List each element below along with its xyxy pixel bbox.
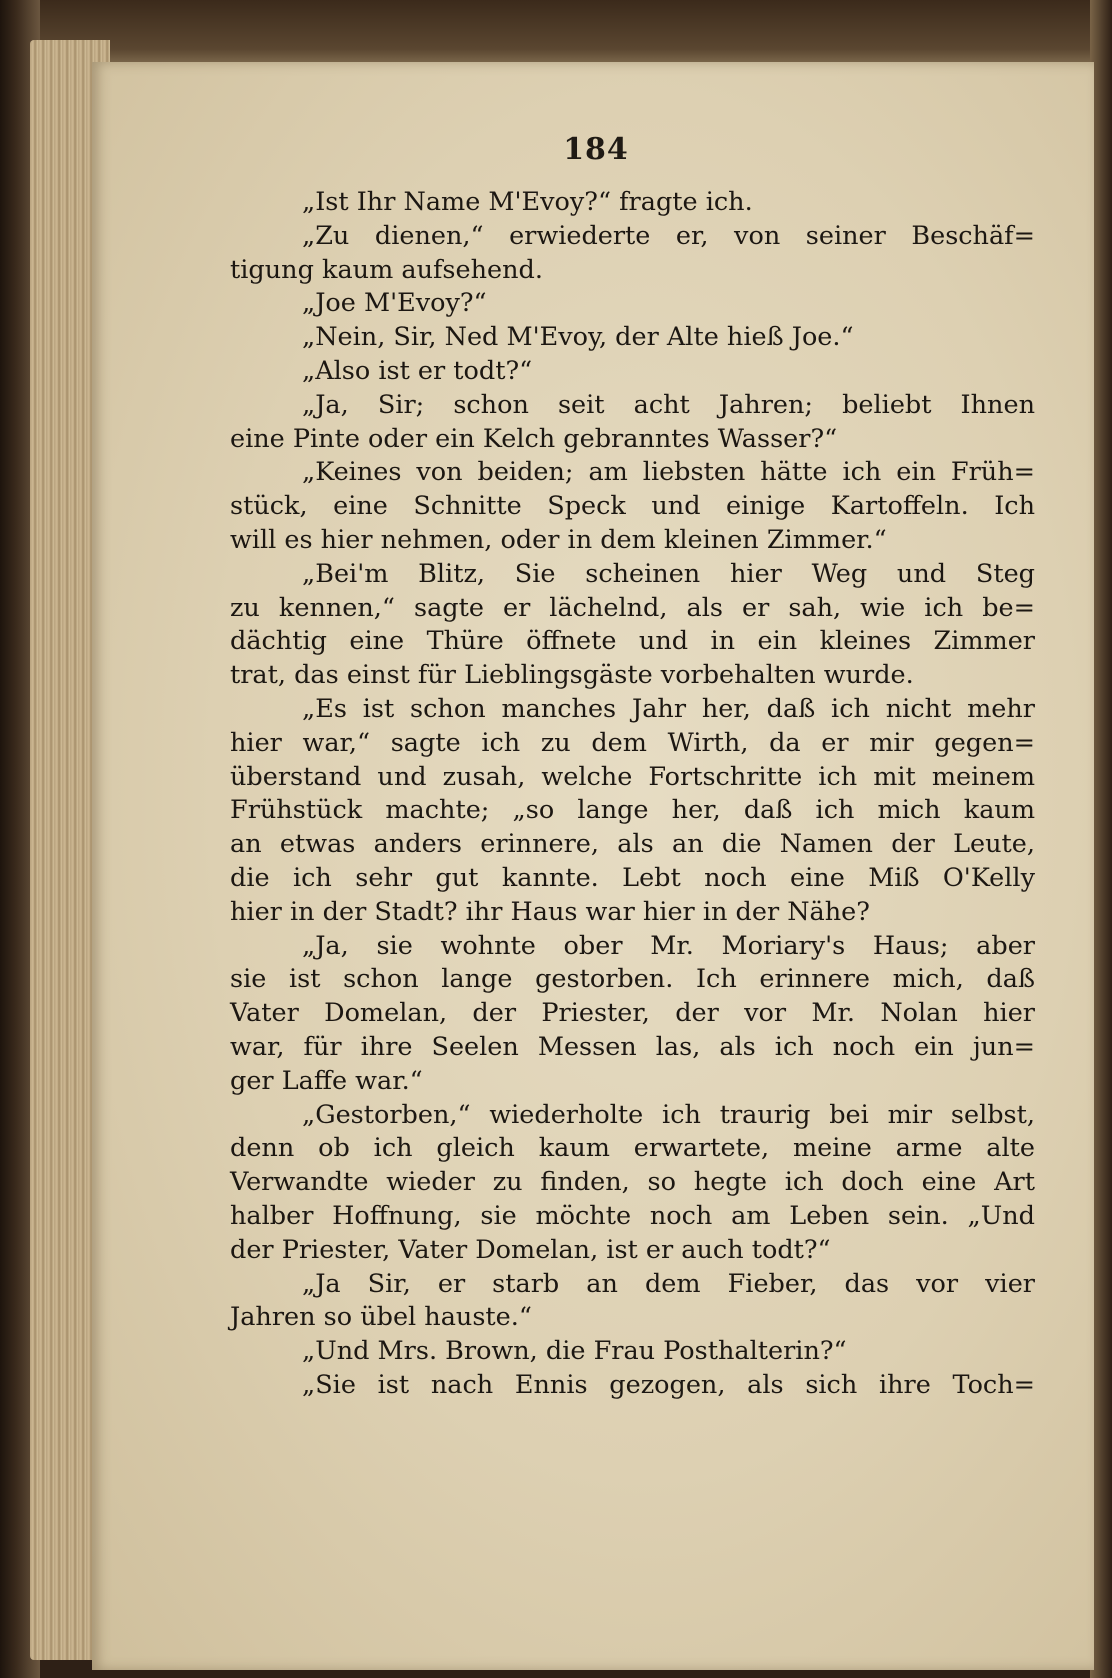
page-text — [230, 186, 1035, 1403]
text-line: halber Hoffnung, sie möchte noch am Leben sein. „Und — [230, 1200, 1035, 1231]
text-line: eine Pinte oder ein Kelch gebranntes Wasser?“ — [230, 423, 838, 454]
text-line: trat, das einst für Lieblingsgäste vorbehalten wurde. — [230, 660, 914, 691]
text-line: stück, eine Schnitte Speck und einige Kartoffeln. Ich — [230, 491, 1035, 522]
text-line: Vater Domelan, der Priester, der vor Mr. Nolan hier — [230, 998, 1035, 1029]
text-line: „Es ist schon manches Jahr her, daß ich nicht mehr — [302, 693, 1035, 724]
text-line: „Ist Ihr Name M'Evoy?“ fragte ich. — [302, 187, 753, 217]
text-line: Frühstück machte; „so lange her, daß ich mich kaum — [230, 795, 1035, 826]
text-line: „Sie ist nach Ennis gezogen, als sich ihre Toch= — [302, 1369, 1035, 1400]
text-line: Verwandte wieder zu finden, so hegte ich doch eine Art — [230, 1167, 1035, 1198]
text-line: hier in der Stadt? ihr Haus war hier in der Nähe? — [230, 896, 870, 927]
text-line: war, für ihre Seelen Messen las, als ich noch ein jun= — [230, 1031, 1035, 1062]
text-line: „Bei'm Blitz, Sie scheinen hier Weg und Steg — [302, 558, 1035, 589]
text-line: die ich sehr gut kannte. Lebt noch eine Miß O'Kelly — [230, 862, 1035, 893]
text-line: „Joe M'Evoy?“ — [302, 288, 487, 319]
text-line: Jahren so übel hauste.“ — [230, 1302, 532, 1333]
text-line: dächtig eine Thüre öffnete und in ein kleines Zimmer — [230, 626, 1035, 657]
text-line: „Ja, sie wohnte ober Mr. Moriary's Haus; aber — [302, 930, 1035, 961]
text-line: tigung kaum aufsehend. — [230, 254, 543, 285]
text-line: „Nein, Sir, Ned M'Evoy, der Alte hieß Joe.“ — [302, 322, 854, 353]
text-line: „Ja Sir, er starb an dem Fieber, das vor vier — [302, 1268, 1035, 1299]
text-line: „Und Mrs. Brown, die Frau Posthalterin?“ — [302, 1336, 847, 1367]
text-line: will es hier nehmen, oder in dem kleinen Zimmer.“ — [230, 524, 887, 555]
page-number: 184 — [563, 132, 629, 167]
text-line: sie ist schon lange gestorben. Ich erinnere mich, daß — [230, 964, 1035, 995]
text-line: ger Laffe war.“ — [230, 1065, 423, 1096]
text-line: „Ja, Sir; schon seit acht Jahren; beliebt Ihnen — [302, 389, 1035, 420]
text-line: „Gestorben,“ wiederholte ich traurig bei mir selbst, — [302, 1099, 1035, 1130]
text-line: denn ob ich gleich kaum erwartete, meine arme alte — [230, 1133, 1035, 1164]
text-line: zu kennen,“ sagte er lächelnd, als er sah, wie ich be= — [230, 592, 1035, 623]
text-line: an etwas anders erinnere, als an die Namen der Leute, — [230, 829, 1035, 860]
text-line: „Also ist er todt?“ — [302, 355, 533, 386]
text-line: der Priester, Vater Domelan, ist er auch todt?“ — [230, 1234, 831, 1265]
text-line: überstand und zusah, welche Fortschritte ich mit meinem — [230, 761, 1035, 792]
text-line: „Zu dienen,“ erwiederte er, von seiner Beschäf= — [302, 220, 1035, 251]
book-binding-top — [40, 0, 1112, 70]
text-line: hier war,“ sagte ich zu dem Wirth, da er mir gegen= — [230, 727, 1035, 758]
text-line: „Keines von beiden; am liebsten hätte ich ein Früh= — [302, 457, 1035, 488]
